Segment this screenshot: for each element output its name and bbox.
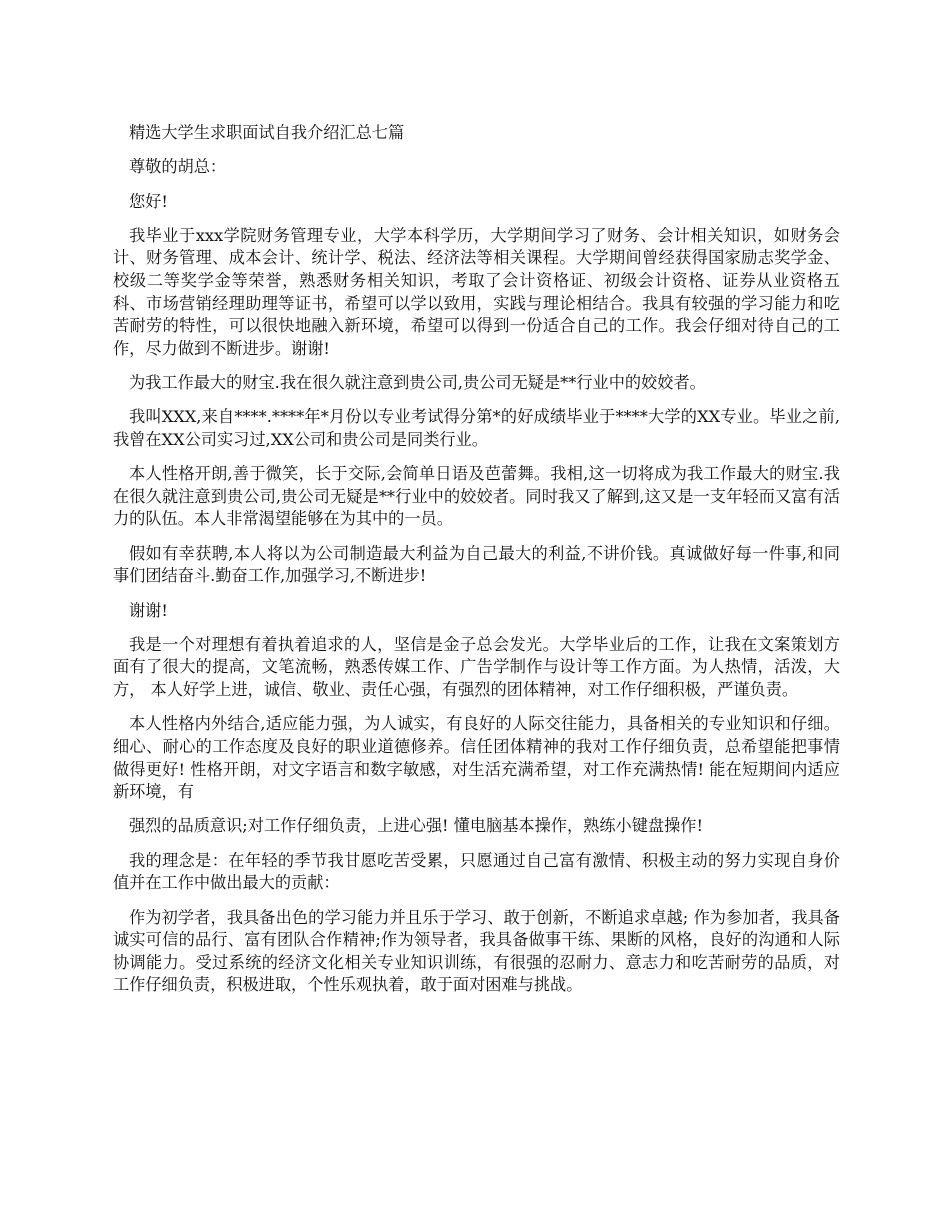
paragraph-personality: 本人性格开朗,善于微笑，长于交际,会简单日语及芭蕾舞。我相,这一切将成为我工作最大的财宝.我在很久就注意到贵公司,贵公司无疑是**行业中的姣姣者。同时我又了解到,这又是一支年轻而又富有活力的队伍。本人非常渴望能够在为其中的一员。	[113, 464, 840, 529]
document-page	[113, 122, 840, 1009]
paragraph-roles: 作为初学者，我具备出色的学习能力并且乐于学习、敢于创新，不断追求卓越; 作为参加者，我具备诚实可信的品行、富有团队合作精神;作为领导者，我具备做事干练、果断的风格，良好的沟通和人际协调能力。受过系统的经济文化相关专业知识训练，有很强的忍耐力、意志力和吃苦耐劳的品质，对工作仔细负责，积极进取，个性乐观执着，敢于面对困难与挑战。	[113, 907, 840, 995]
paragraph-thanks: 谢谢!	[129, 600, 168, 620]
salutation: 尊敬的胡总：	[129, 157, 227, 177]
paragraph-education: 我毕业于xxx学院财务管理专业，大学本科学历，大学期间学习了财务、会计相关知识，如财务会计、财务管理、成本会计、统计学、税法、经济法等相关课程。大学期间曾经获得国家励志奖学金、校级二等奖学金等荣誉，熟悉财务相关知识，考取了会计资格证、初级会计资格、证券从业资格五科、市场营销经理助理等证书，希望可以学以致用，实践与理论相结合。我具有较强的学习能力和吃苦耐劳的特性，可以很快地融入新环境，希望可以得到一份适合自己的工作。我会仔细对待自己的工作，尽力做到不断进步。谢谢!	[113, 225, 840, 358]
paragraph-name-intro: 我叫XXX,来自****.****年*月份以专业考试得分第*的好成绩毕业于****大学的XX专业。毕业之前,我曾在XX公司实习过,XX公司和贵公司是同类行业。	[113, 407, 840, 449]
paragraph-quality: 强烈的品质意识;对工作仔细负责，上进心强! 懂电脑基本操作，熟练小键盘操作!	[129, 816, 703, 836]
paragraph-character: 本人性格内外结合,适应能力强，为人诚实，有良好的人际交往能力，具备相关的专业知识和仔细。细心、耐心的工作态度及良好的职业道德修养。信任团体精神的我对工作仔细负责，总希望能把事情做得更好! 性格开朗，对文字语言和数字敏感，对生活充满希望，对工作充满热情! 能在短期间内适应新环境，有	[113, 714, 840, 802]
paragraph-ideals: 我是一个对理想有着执着追求的人，坚信是金子总会发光。大学毕业后的工作，让我在文案策划方面有了很大的提高，文笔流畅，熟悉传媒工作、广告学制作与设计等工作方面。为人热情，活泼，大方， 本人好学上进，诚信、敬业、责任心强，有强烈的团体精神，对工作仔细积极，严谨负责。	[113, 634, 840, 700]
paragraph-hired: 假如有幸获聘,本人将以为公司制造最大利益为自己最大的利益,不讲价钱。真诚做好每一件事,和同事们团结奋斗.勤奋工作,加强学习,不断进步!	[113, 543, 840, 586]
paragraph-treasure: 为我工作最大的财宝.我在很久就注意到贵公司,贵公司无疑是**行业中的姣姣者。	[129, 373, 706, 393]
document-title: 精选大学生求职面试自我介绍汇总七篇	[129, 123, 405, 142]
paragraph-philosophy: 我的理念是：在年轻的季节我甘愿吃苦受累，只愿通过自己富有激情、积极主动的努力实现自身价值并在工作中做出最大的贡献：	[113, 850, 840, 893]
greeting: 您好!	[129, 191, 168, 211]
